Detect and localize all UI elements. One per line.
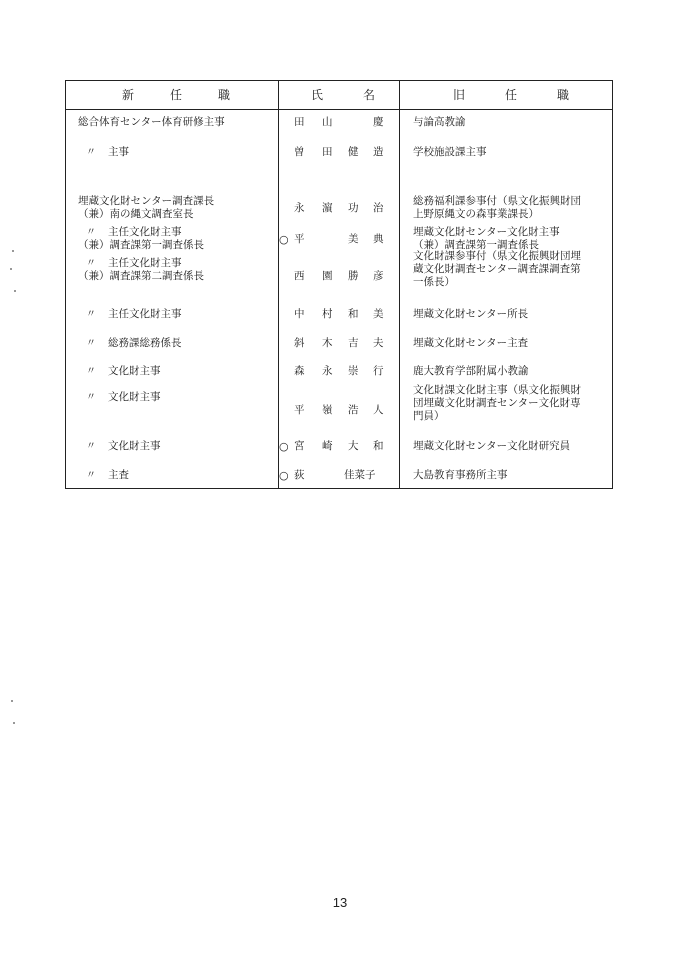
new-appointee-mark: ○ — [279, 469, 289, 482]
name-char: 和 — [373, 440, 384, 452]
new-post-text: 文化財主事 — [108, 391, 161, 403]
header-old-post — [399, 81, 614, 109]
old-post-line: 与論高教諭 — [413, 116, 466, 128]
name-char: 嶺 — [322, 404, 333, 416]
ditto-mark: 〃 — [86, 441, 96, 452]
ditto-mark: 〃 — [86, 338, 96, 349]
header-char: 任 — [170, 88, 183, 102]
ditto-mark: 〃 — [86, 309, 96, 320]
new-post-line: （兼）南の縄文調査室長 — [78, 208, 194, 220]
name-char: 功 — [348, 201, 359, 214]
new-post-text: 主査 — [108, 469, 129, 481]
name-char: 平 — [294, 404, 305, 416]
header-new-post — [66, 81, 278, 109]
name-char: 彦 — [373, 270, 384, 282]
old-post-line: 埋蔵文化財センター主査 — [413, 337, 529, 349]
new-post-text: 主任文化財主事 — [108, 257, 182, 269]
new-post-line — [80, 469, 129, 482]
new-post-line — [80, 440, 161, 453]
new-post-line — [80, 365, 161, 378]
name-char: 治 — [373, 201, 384, 214]
name-char: 曽 — [294, 146, 305, 158]
new-post-text: 主任文化財主事 — [108, 226, 182, 238]
scan-speck — [14, 290, 16, 292]
name-char: 勝 — [348, 270, 359, 282]
old-post-line: （兼）調査課第一調査係長 — [413, 239, 539, 251]
name-char: 行 — [373, 365, 384, 377]
scan-speck — [10, 268, 12, 270]
name-char: 木 — [322, 337, 333, 349]
header-divider — [66, 109, 612, 110]
name-char: 健 — [348, 146, 359, 158]
name-char: 濵 — [322, 201, 333, 214]
name-char: 永 — [294, 201, 305, 214]
column-divider — [278, 81, 279, 488]
header-name — [278, 81, 399, 109]
name-char: 慶 — [373, 116, 384, 128]
column-divider — [399, 81, 400, 488]
name-char: 夫 — [373, 337, 384, 349]
name-char: 園 — [322, 270, 333, 282]
scan-speck — [12, 250, 14, 252]
name-char: 田 — [322, 146, 333, 158]
header-char: 職 — [218, 88, 231, 102]
old-post-line: 大島教育事務所主事 — [413, 469, 508, 481]
name-char: 崎 — [322, 440, 333, 452]
new-post-line — [80, 337, 182, 350]
new-post-line: 埋蔵文化財センター調査課長 — [78, 195, 215, 207]
old-post-line: 文化財課文化財主事（県文化振興財 — [413, 384, 581, 396]
name-char: 平 — [294, 232, 305, 245]
new-post-text: 文化財主事 — [108, 365, 161, 377]
new-post-line — [80, 146, 129, 159]
scan-speck — [11, 700, 13, 702]
old-post-line: 上野原縄文の森事業課長） — [413, 208, 539, 220]
ditto-mark: 〃 — [86, 392, 96, 403]
name-char: 佳菜子 — [344, 469, 376, 481]
header-char: 名 — [363, 88, 376, 102]
header-char: 職 — [557, 88, 570, 102]
ditto-mark: 〃 — [86, 258, 96, 269]
new-appointee-mark: ○ — [279, 440, 289, 453]
name-char: 人 — [373, 404, 384, 416]
name-char: 吉 — [348, 337, 359, 349]
ditto-mark: 〃 — [86, 227, 96, 238]
ditto-mark: 〃 — [86, 470, 96, 481]
name-char: 山 — [322, 116, 333, 128]
new-post-line: （兼）調査課第一調査係長 — [78, 239, 204, 251]
header-char: 氏 — [311, 88, 324, 102]
old-post-line: 埋蔵文化財センター文化財研究員 — [413, 440, 571, 452]
new-post-text: 主事 — [108, 146, 129, 158]
personnel-table — [65, 80, 613, 489]
name-char: 大 — [348, 440, 359, 452]
name-char: 村 — [322, 308, 333, 320]
page-number: 13 — [332, 895, 348, 910]
name-char: 浩 — [348, 404, 359, 416]
ditto-mark: 〃 — [86, 147, 96, 158]
new-post-text: 文化財主事 — [108, 440, 161, 452]
old-post-line: 学校施設課主事 — [413, 146, 487, 158]
header-char: 旧 — [453, 88, 466, 102]
name-char: 斜 — [294, 337, 305, 349]
old-post-line: 門員） — [413, 410, 445, 422]
name-char: 西 — [294, 270, 305, 282]
name-char: 森 — [294, 365, 305, 377]
name-char: 美 — [373, 308, 384, 320]
old-post-line: 鹿大教育学部附属小教諭 — [413, 365, 529, 377]
name-char: 造 — [373, 146, 384, 158]
name-char: 田 — [294, 116, 305, 128]
old-post-line: 埋蔵文化財センター文化財主事 — [413, 226, 560, 238]
new-post-line: （兼）調査課第二調査係長 — [78, 270, 204, 282]
new-post-line: 総合体育センター体育研修主事 — [78, 116, 225, 128]
ditto-mark: 〃 — [86, 366, 96, 377]
old-post-line: 蔵文化財調査センター調査課調査第 — [413, 263, 581, 275]
name-char: 荻 — [294, 469, 305, 481]
old-post-line: 総務福利課参事付（県文化振興財団 — [413, 195, 581, 207]
name-char: 典 — [373, 232, 384, 245]
name-char: 崇 — [348, 365, 359, 377]
old-post-line: 文化財課参事付（県文化振興財団埋 — [413, 250, 581, 262]
new-post-line — [80, 257, 182, 270]
name-char: 和 — [348, 308, 359, 320]
scan-speck — [13, 722, 15, 724]
new-post-text: 総務課総務係長 — [108, 337, 182, 349]
old-post-line: 団埋蔵文化財調査センター文化財専 — [413, 397, 581, 409]
name-char: 中 — [294, 308, 305, 320]
name-char: 永 — [322, 365, 333, 377]
new-post-line — [80, 391, 161, 404]
name-char: 宮 — [294, 440, 305, 452]
new-appointee-mark: ○ — [279, 232, 289, 246]
new-post-line — [80, 226, 182, 239]
name-char: 美 — [348, 232, 359, 245]
new-post-line — [80, 308, 182, 321]
new-post-text: 主任文化財主事 — [108, 308, 182, 320]
old-post-line: 一係長） — [413, 276, 455, 288]
header-char: 任 — [505, 88, 518, 102]
header-char: 新 — [122, 88, 135, 102]
old-post-line: 埋蔵文化財センター所長 — [413, 308, 529, 320]
